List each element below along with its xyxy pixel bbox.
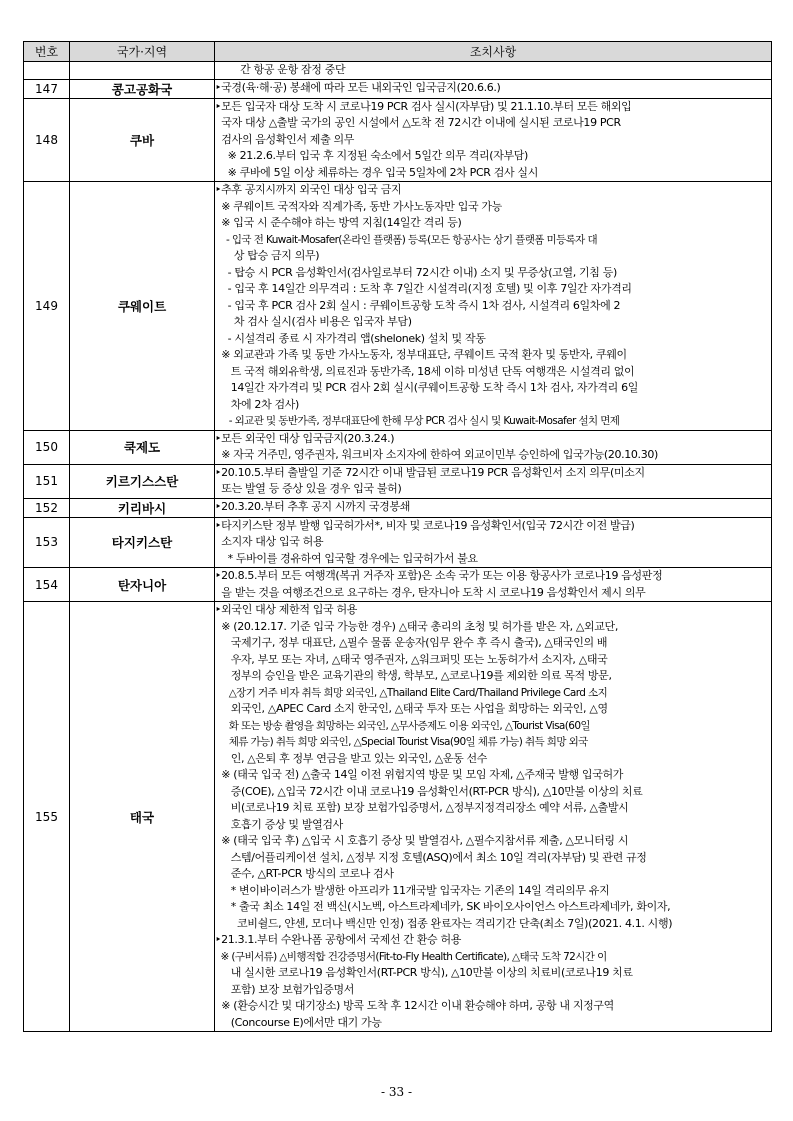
row-number: 151	[24, 464, 70, 498]
measure-line: 간 항공 운항 잠정 중단	[215, 63, 346, 76]
measure-line: ‣국경(육·해·공) 봉쇄에 따라 모든 내외국인 입국금지(20.6.6.)	[215, 81, 501, 95]
measure-line: 포함) 보장 보험가입증명서	[215, 982, 355, 996]
measures-cell	[215, 98, 772, 182]
measures-cell	[215, 182, 772, 431]
measures-cell	[215, 62, 772, 80]
measure-line: 상 탑승 금지 의무)	[215, 249, 320, 262]
country-name: 태국	[70, 602, 215, 1032]
measure-line: 또는 발열 등 증상 있을 경우 입국 불허)	[215, 482, 402, 495]
country-name: 쿡제도	[70, 430, 215, 464]
measure-line: ※ 자국 거주민, 영주권자, 워크비자 소지자에 한하여 외교이민부 승인하에 입국가능(20.10.30)	[215, 448, 658, 461]
country-name: 탄자니아	[70, 568, 215, 602]
measure-line: 국자 대상 △출발 국가의 공인 시설에서 △도착 전 72시간 이내에 실시된 코로나19 PCR	[215, 116, 621, 129]
row-number: 149	[24, 182, 70, 431]
table-row	[24, 79, 772, 98]
measure-line: ※ (태국 입국 전) △출국 14일 이전 위험지역 방문 및 모임 자제, △주재국 발행 입국허가	[215, 768, 624, 781]
measure-line: ‣추후 공지시까지 외국인 대상 입국 금지	[215, 183, 402, 196]
row-number: 148	[24, 98, 70, 182]
measure-line: 내 실시한 코로나19 음성확인서(RT-PCR 방식), △10만불 이상의 치료비(코로나19 치료	[215, 966, 633, 979]
measure-line: 정부의 승인을 받은 교육기관의 학생, 학부모, △코로나19를 제외한 의료 목적 방문,	[215, 669, 612, 682]
measure-line: ‣외국인 대상 제한적 입국 허용	[215, 603, 358, 616]
country-name: 쿠바	[70, 98, 215, 182]
measure-line: (Concourse E)에서만 대기 가능	[215, 1015, 382, 1029]
country-name: 콩고공화국	[70, 79, 215, 98]
measure-line: 트 국적 해외유학생, 의료진과 동반가족, 18세 이하 미성년 단독 여행객은 시설격리 없이	[215, 364, 635, 378]
measure-line: ‣21.3.1.부터 수완나폼 공항에서 국제선 간 환승 허용	[215, 933, 462, 946]
measure-line: 호흡기 증상 및 발열검사	[215, 817, 343, 831]
measure-line: ※ 쿠웨이트 국적자와 직계가족, 동반 가사노동자만 입국 가능	[215, 199, 502, 213]
table-row	[24, 430, 772, 464]
measure-line: 인, △은퇴 후 정부 연금을 받고 있는 외국인, △운동 선수	[215, 751, 488, 765]
measure-line: - 입국 전 Kuwait-Mosafer(온라인 플랫폼) 등록(모든 항공사는 상기 플랫폼 미등록자 대	[215, 233, 597, 246]
measure-line: 코비쉴드, 얀센, 모더나 백신만 인정) 접종 완료자는 격리기간 단축(최소 7일)(2021. 4.1. 시행)	[215, 916, 673, 930]
measure-line: 검사의 음성확인서 제출 의무	[215, 132, 355, 146]
measure-line: ‣모든 외국인 대상 입국금지(20.3.24.)	[215, 431, 395, 445]
table-row	[24, 568, 772, 602]
measure-line: ‣모든 입국자 대상 도착 시 코로나19 PCR 검사 실시(자부담) 및 21.1.10.부터 모든 해외입	[215, 99, 632, 113]
row-number: 153	[24, 517, 70, 568]
measure-line: ‣20.10.5.부터 출발일 기준 72시간 이내 발급된 코로나19 PCR 음성확인서 소지 의무(미소지	[215, 465, 645, 479]
header-country: 국가·지역	[70, 42, 215, 62]
measure-line: 준수, △RT-PCR 방식의 코로나 검사	[215, 867, 394, 880]
country-name	[70, 62, 215, 80]
row-number: 150	[24, 430, 70, 464]
row-number: 155	[24, 602, 70, 1032]
country-measures-table	[23, 41, 772, 1032]
measure-line: 14일간 자가격리 및 PCR 검사 2회 실시(쿠웨이트공항 도착 즉시 1차 검사, 자가격리 6일	[215, 381, 639, 394]
table-header-row	[24, 42, 772, 62]
row-number	[24, 62, 70, 80]
row-number: 147	[24, 79, 70, 98]
measure-line: 증(COE), △입국 72시간 이내 코로나19 음성확인서(RT-PCR 방식), △10만불 이상의 치료	[215, 784, 643, 798]
country-name: 쿠웨이트	[70, 182, 215, 431]
measure-line: 체류 가능) 취득 희망 외국인, △Special Tourist Visa(90일 체류 가능) 취득 희망 외국	[215, 736, 588, 748]
measure-line: 스템/어플리케이션 설치, △정부 지정 호텔(ASQ)에서 최소 10일 격리(자부담) 및 관련 규정	[215, 850, 647, 864]
measure-line: ‣20.8.5.부터 모든 여행객(복귀 거주자 포함)은 소속 국가 또는 이용 항공사가 코로나19 음성판정	[215, 569, 663, 582]
measure-line: - 시설격리 종료 시 자가격리 앱(shelonek) 설치 및 작동	[215, 331, 486, 345]
table-row	[24, 498, 772, 517]
table-row	[24, 464, 772, 498]
measures-cell	[215, 602, 772, 1032]
measure-line: ‣타지키스탄 정부 발행 입국허가서*, 비자 및 코로나19 음성확인서(입국 72시간 이전 발급)	[215, 518, 635, 532]
row-number: 154	[24, 568, 70, 602]
measure-line: ※ (환승시간 및 대기장소) 방콕 도착 후 12시간 이내 환승해야 하며, 공항 내 지정구역	[215, 999, 614, 1012]
measure-line: - 입국 후 14일간 의무격리 : 도착 후 7일간 시설격리(지정 호텔) 및 이후 7일간 자가격리	[215, 282, 632, 295]
measure-line: ※ 외교관과 가족 및 동반 가사노동자, 정부대표단, 쿠웨이트 국적 환자 및 동반자, 쿠웨이	[215, 348, 627, 361]
measure-line: * 두바이를 경유하여 입국할 경우에는 입국허가서 불요	[215, 551, 478, 565]
measure-line: 화 또는 방송 촬영을 희망하는 외국인, △무사증제도 이용 외국인, △Tourist Visa(60일	[215, 719, 590, 732]
table-row	[24, 62, 772, 80]
measure-line: 차 검사 실시(검사 비용은 입국자 부담)	[215, 315, 412, 328]
measure-line: 우자, 부모 또는 자녀, △태국 영주권자, △워크퍼밋 또는 노동허가서 소지자, △태국	[215, 652, 608, 666]
measure-line: 외국인, △APEC Card 소지 한국인, △태국 투자 또는 사업을 희망하는 외국인, △영	[215, 702, 608, 715]
measure-line: * 출국 최소 14일 전 백신(시노벡, 아스트라제네카, SK 바이오사이언스 아스트라제네카, 화이자,	[215, 900, 671, 913]
measure-line: 소지자 대상 입국 허용	[215, 535, 324, 548]
measure-line: △장기 거주 비자 취득 희망 외국인, △Thailand Elite Card/Thailand Privilege Card 소지	[215, 686, 608, 699]
measures-cell	[215, 79, 772, 98]
measures-cell	[215, 568, 772, 602]
table-row	[24, 602, 772, 1032]
row-number: 152	[24, 498, 70, 517]
measure-line: ※ 입국 시 준수해야 하는 방역 지침(14일간 격리 등)	[215, 216, 462, 229]
country-name: 타지키스탄	[70, 517, 215, 568]
measure-line: ※ 21.2.6.부터 입국 후 지정된 숙소에서 5일간 의무 격리(자부담)	[215, 149, 528, 162]
measures-cell	[215, 498, 772, 517]
measure-line: 국제기구, 정부 대표단, △필수 물품 운송자(임무 완수 후 즉시 출국), △태국인의 배	[215, 636, 608, 649]
measure-line: 차에 2차 검사)	[215, 397, 299, 411]
country-name: 키리바시	[70, 498, 215, 517]
table-row	[24, 182, 772, 431]
measure-line: - 외교관 및 동반가족, 정부대표단에 한해 무상 PCR 검사 실시 및 Kuwait-Mosafer 설치 면제	[215, 415, 620, 427]
table-row	[24, 98, 772, 182]
measure-line: * 변이바이러스가 발생한 아프리카 11개국발 입국자는 기존의 14일 격리의무 유지	[215, 883, 610, 897]
measures-cell	[215, 464, 772, 498]
header-measures: 조치사항	[215, 42, 772, 62]
measure-line: - 입국 후 PCR 검사 2회 실시 : 쿠웨이트공항 도착 즉시 1차 검사, 시설격리 6일차에 2	[215, 298, 621, 312]
measures-cell	[215, 430, 772, 464]
measure-line: ‣20.3.20.부터 추후 공지 시까지 국경봉쇄	[215, 500, 410, 514]
measure-line: ※ (구비서류) △비행적합 건강증명서(Fit-to-Fly Health Certificate), △태국 도착 72시간 이	[215, 950, 607, 963]
measure-line: 을 받는 것을 여행조건으로 요구하는 경우, 탄자니아 도착 시 코로나19 음성확인서 제시 의무	[215, 585, 646, 599]
table-row	[24, 517, 772, 568]
measure-line: - 탑승 시 PCR 음성확인서(검사일로부터 72시간 이내) 소지 및 무증상(고열, 기침 등)	[215, 265, 617, 279]
measure-line: ※ (20.12.17. 기준 입국 가능한 경우) △태국 총리의 초청 및 허가를 받은 자, △외교단,	[215, 619, 618, 633]
page-number: - 33 -	[380, 1085, 412, 1099]
country-name: 키르기스스탄	[70, 464, 215, 498]
measures-cell	[215, 517, 772, 568]
measure-line: 비(코로나19 치료 포함) 보장 보험가입증명서, △정부지정격리장소 예약 서류, △출발시	[215, 801, 629, 814]
measure-line: ※ 쿠바에 5일 이상 체류하는 경우 입국 5일차에 2차 PCR 검사 실시	[215, 165, 538, 179]
measure-line: ※ (태국 입국 후) △입국 시 호흡기 증상 및 발열검사, △필수지참서류 제출, △모니터링 시	[215, 834, 629, 847]
header-num: 번호	[24, 42, 70, 62]
